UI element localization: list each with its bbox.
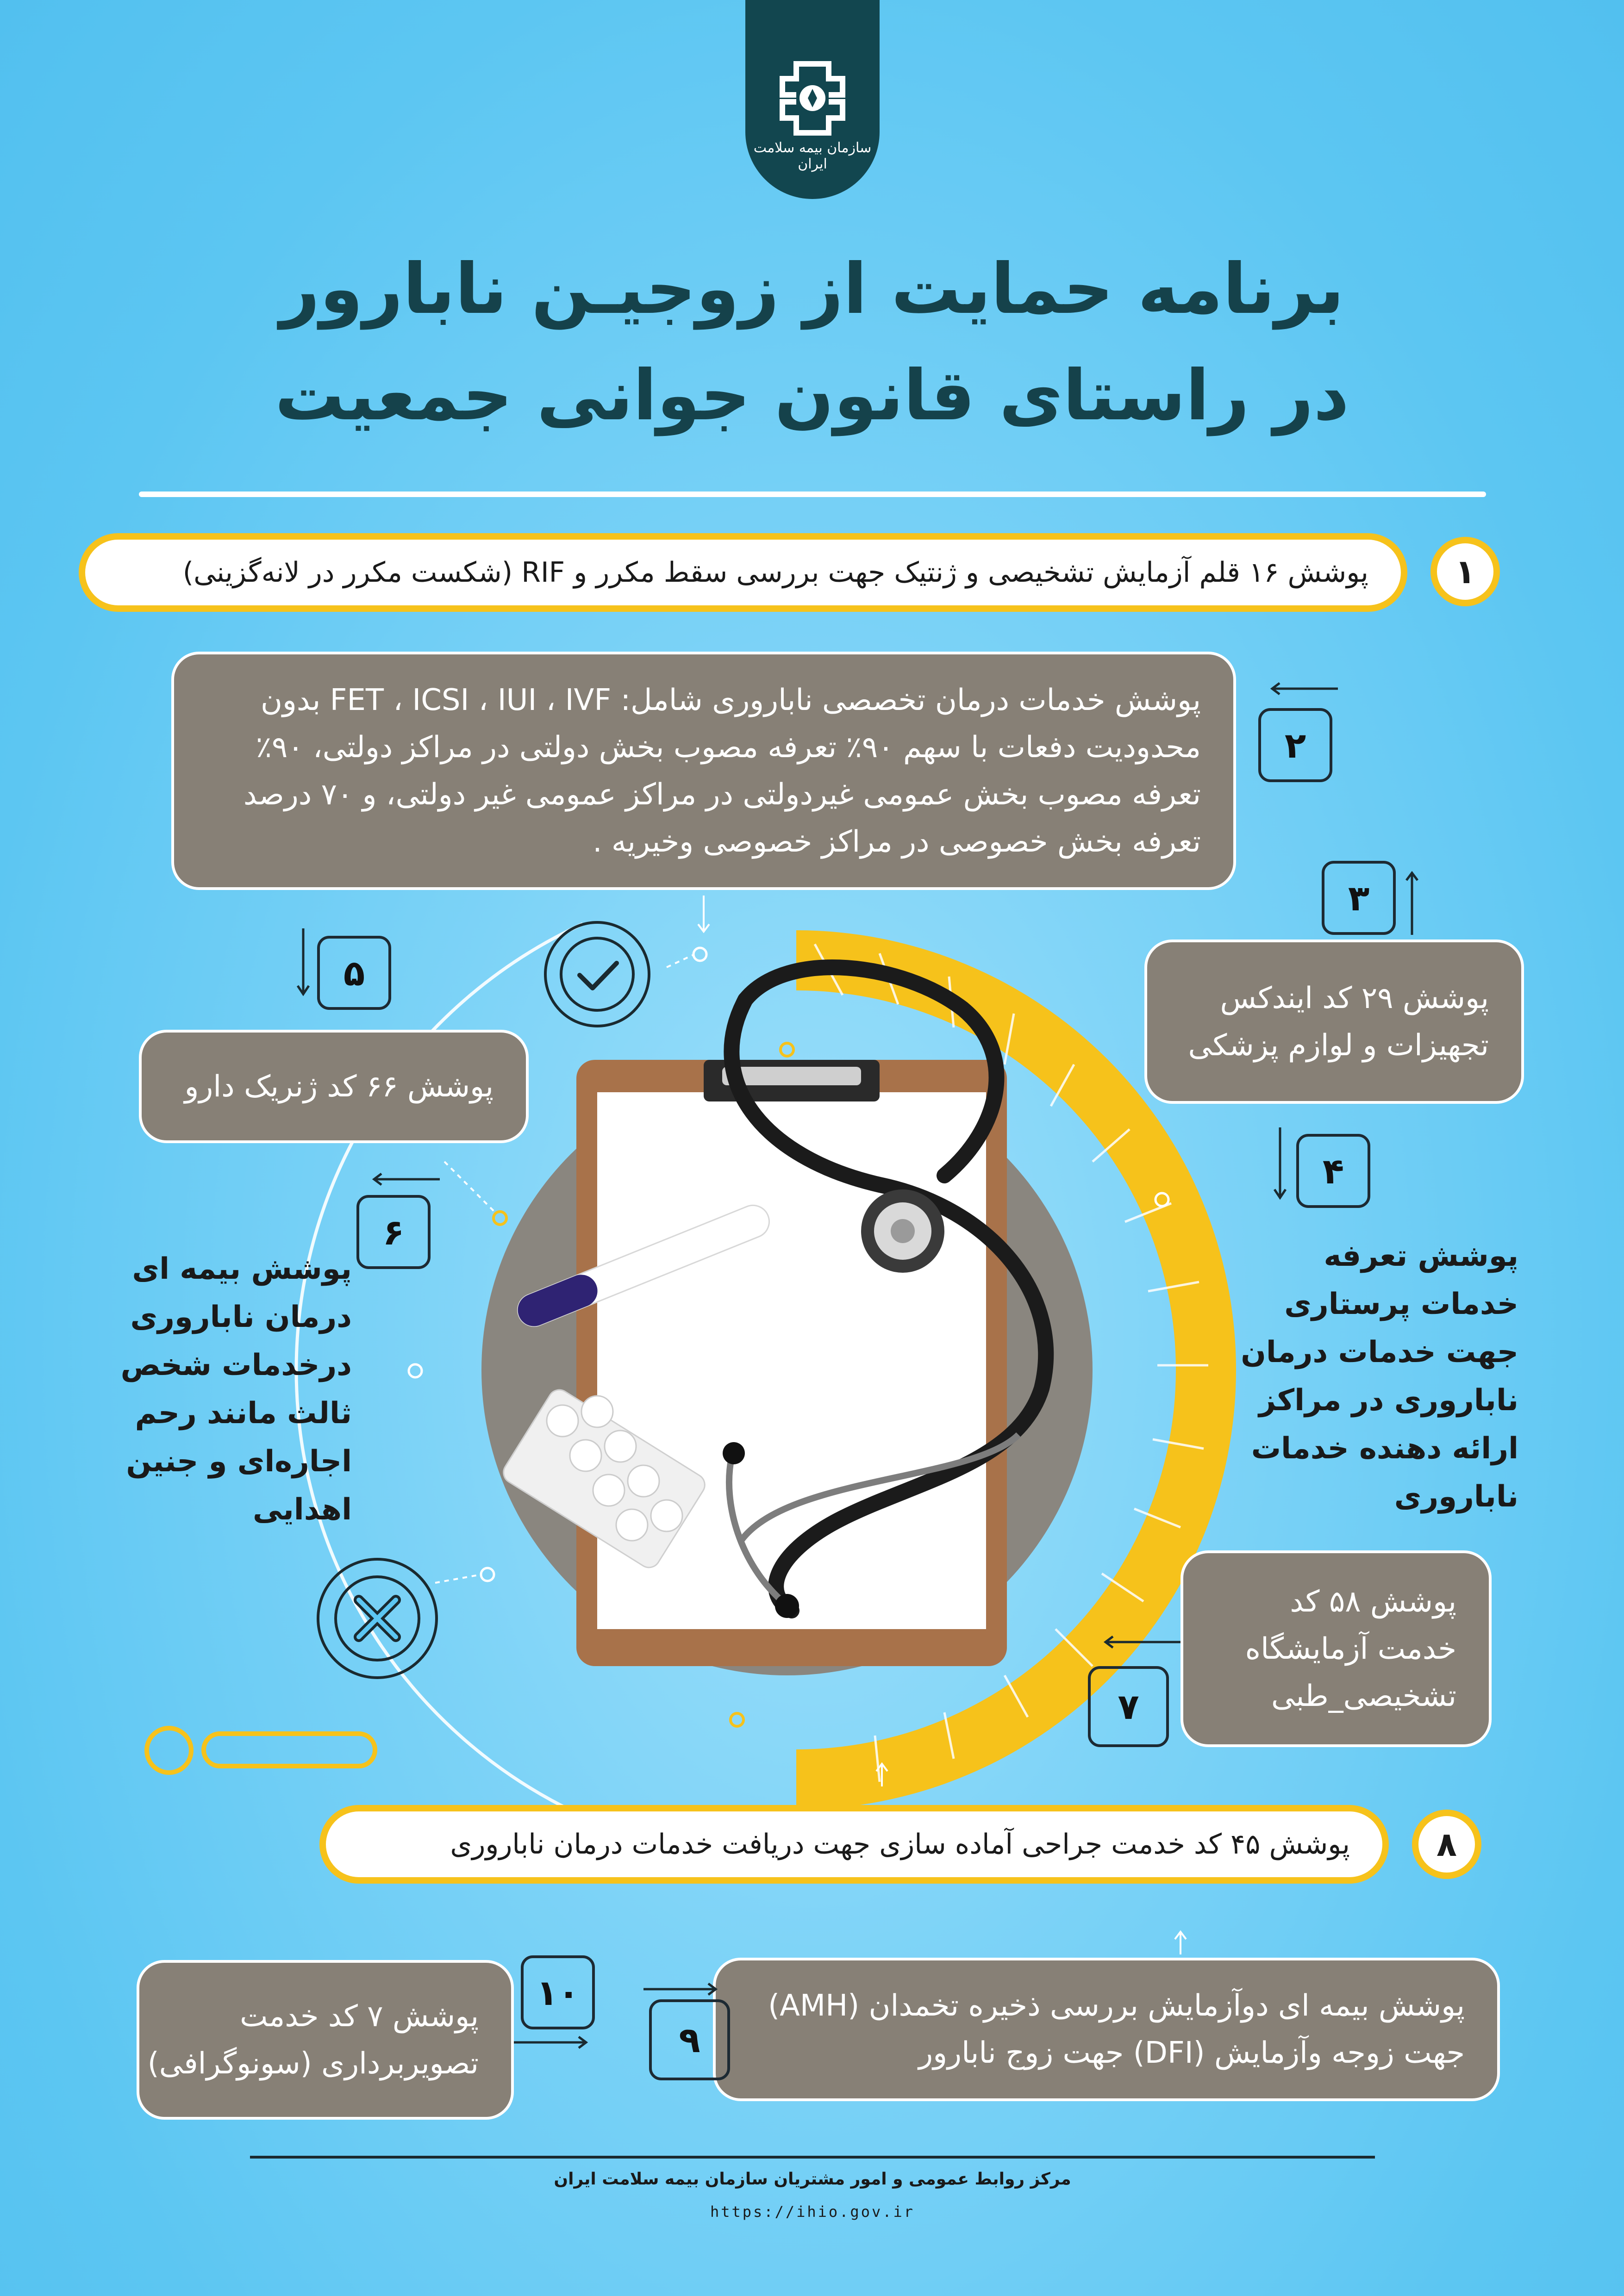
item-5-text: پوشش ۶۶ کد ژنریک دارو [184, 1069, 493, 1104]
item-4-line: ناباروری [1394, 1480, 1518, 1514]
item-9-number: ۹ [649, 1999, 730, 2080]
item-6-line: درمان ناباروری [130, 1300, 352, 1334]
arrow-left-icon [370, 1171, 444, 1189]
item-6-text [111, 1245, 352, 1534]
item-7-number: ۷ [1088, 1666, 1169, 1747]
item-3-line: پوشش ۲۹ کد ایندکس [1220, 981, 1489, 1015]
item-8-pill [319, 1805, 1389, 1884]
item-6-line: اجاره‌ای و جنین [126, 1444, 352, 1479]
item-7-line: خدمت آزمایشگاه [1245, 1631, 1456, 1666]
item-1-number: ۱ [1430, 537, 1500, 606]
arrow-left-icon [1102, 1634, 1185, 1652]
arrow-up-icon [873, 1761, 891, 1789]
item-9-line: جهت زوجه وآزمایش (DFI) جهت زوج نابارور [918, 2036, 1465, 2070]
item-4-line: خدمات پرستاری [1284, 1287, 1518, 1321]
item-1-text: پوشش ۱۶ قلم آزمایش تشخیصی و ژنتیک جهت بررسی سقط مکرر و RIF (شکست مکرر در لانه‌گزینی) [182, 556, 1368, 589]
logo-caption: سازمان بیمه سلامت ایران [753, 140, 872, 172]
item-8-number: ۸ [1412, 1810, 1481, 1879]
item-2-line: محدودیت دفعات با سهم ۹۰٪ تعرفه مصوب بخش دولتی در مراکز دولتی، ۹۰٪ [256, 730, 1201, 765]
item-4-line: ناباروری در مراکز [1259, 1383, 1518, 1418]
item-6-line: اهدایی [253, 1493, 352, 1527]
item-4-text [1204, 1232, 1518, 1521]
item-1-pill [79, 533, 1407, 612]
item-9-line: پوشش بیمه ای دوآزمایش بررسی ذخیره تخمدان (AMH) [768, 1989, 1465, 2023]
item-6-number: ۶ [356, 1195, 431, 1269]
item-3-number: ۳ [1322, 861, 1396, 935]
arrow-right-icon [509, 2034, 593, 2053]
item-10-line: تصویربرداری (سونوگرافی) [147, 2046, 479, 2081]
arrow-down-icon [1271, 1125, 1289, 1203]
item-3-box [1144, 940, 1524, 1104]
arrow-down-icon [294, 926, 312, 1000]
item-10-line: پوشش ۷ کد خدمت [240, 1999, 479, 2034]
item-6-line: ثالث مانند رحم [135, 1396, 352, 1431]
item-5-box [139, 1030, 529, 1143]
item-7-line: پوشش ۵۸ کد [1290, 1584, 1456, 1619]
item-2-line: تعرفه بخش خصوصی در مراکز خصوصی وخیریه . [593, 824, 1201, 859]
item-3-line: تجهیزات و لوازم پزشکی [1188, 1028, 1489, 1063]
item-4-line: ارائه دهنده خدمات [1251, 1431, 1518, 1466]
item-4-line: جهت خدمات درمان [1241, 1335, 1518, 1369]
arrow-left-icon [1268, 680, 1343, 699]
arrow-down-icon [694, 896, 713, 937]
item-2-line: پوشش خدمات درمان تخصصی ناباروری شامل: FET ، ICSI ، IUI ، IVF بدون [260, 683, 1201, 717]
item-2-box [171, 652, 1236, 890]
item-10-box [137, 1960, 514, 2120]
page-title-line-1: برنامه حمایت از زوجیـن نابارور [280, 249, 1344, 330]
item-4-number: ۴ [1296, 1134, 1370, 1208]
item-8-text: پوشش ۴۵ کد خدمت جراحی آماده سازی جهت دریافت خدمات درمان ناباروری [450, 1828, 1350, 1860]
item-6-line: پوشش بیمه ای [132, 1252, 352, 1286]
arrow-up-icon [1403, 870, 1421, 940]
page-title-line-2: در راستای قانون جوانی جمعیت [275, 355, 1349, 436]
check-circle-icon [542, 919, 653, 1030]
x-circle-icon [315, 1556, 440, 1681]
item-2-number: ۲ [1258, 708, 1332, 782]
item-4-line: پوشش تعرفه [1324, 1239, 1518, 1273]
arrow-right-icon [639, 1981, 722, 1999]
item-7-box [1181, 1550, 1492, 1747]
item-6-line: درخدمات شخص [120, 1348, 352, 1382]
footer-org: مرکز روابط عمومی و امور مشتریان سازمان بیمه سلامت ایران [554, 2170, 1071, 2189]
item-2-line: تعرفه مصوب بخش عمومی غیردولتی در مراکز عمومی غیر دولتی، و ۷۰ درصد [243, 777, 1201, 812]
footer-divider [250, 2156, 1375, 2159]
item-5-number: ۵ [317, 936, 391, 1010]
footer-url[interactable]: https://ihio.gov.ir [710, 2203, 915, 2221]
item-9-box [713, 1958, 1500, 2101]
item-7-line: تشخیصی_طبی [1271, 1679, 1456, 1713]
item-10-number: ۱۰ [521, 1955, 595, 2029]
arrow-up-icon [1171, 1929, 1190, 1957]
